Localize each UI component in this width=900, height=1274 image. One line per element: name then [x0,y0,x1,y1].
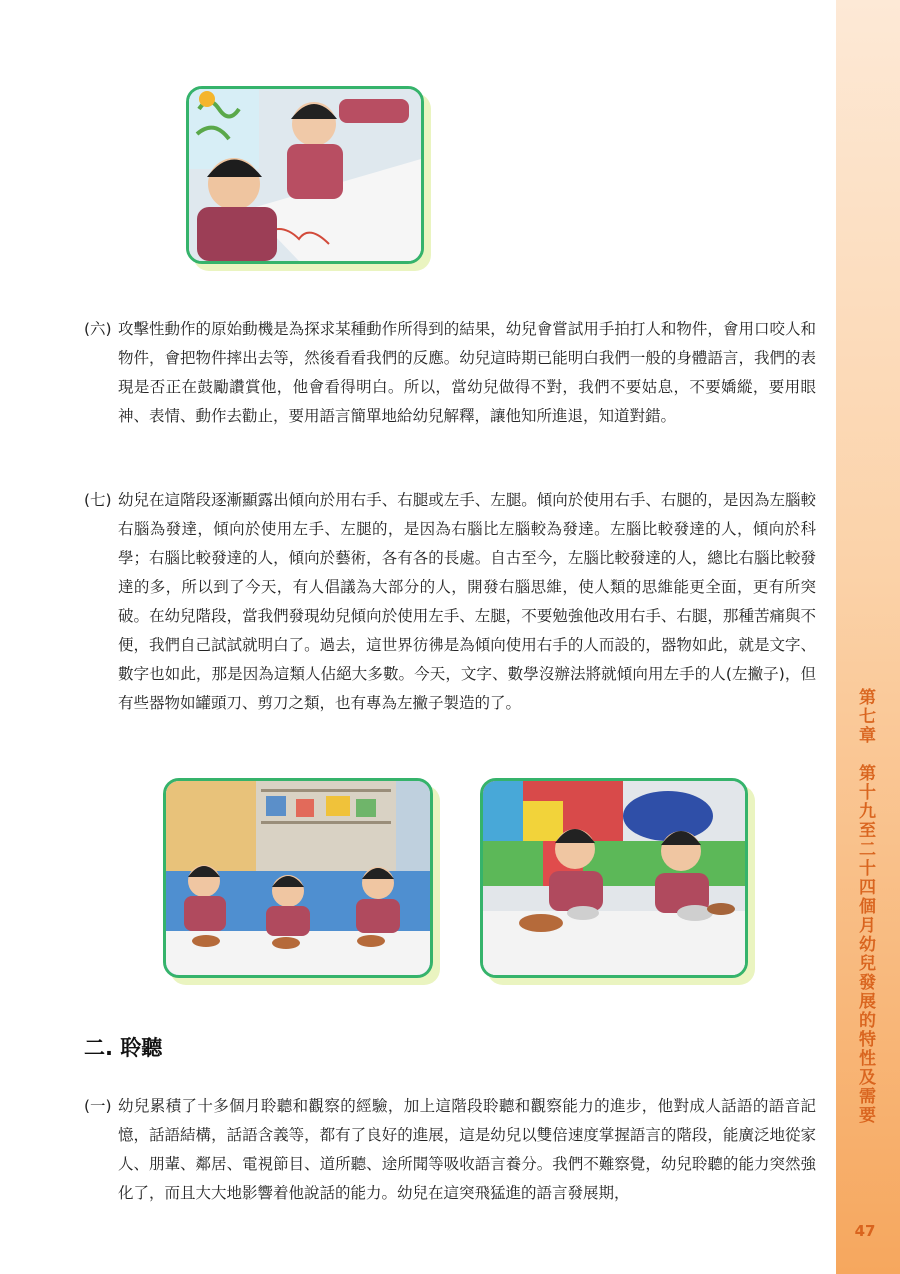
section-heading: 二. 聆聽 [84,1036,163,1060]
section2-paragraph-1 [84,1092,816,1208]
children-drawing-photo [186,86,424,264]
item-number: (六) [84,320,112,338]
two-children-eating-photo [480,778,748,978]
page-number: 47 [854,1222,876,1240]
paragraph-text: 幼兒累積了十多個月聆聽和觀察的經驗，加上這階段聆聽和觀察能力的進步，他對成人話語的語音記憶，話語結構，話語含義等，都有了良好的進展，這是幼兒以雙倍速度掌握語言的階段，能廣泛地從家人、朋輩、鄰居、電視節目、道所聽、途所聞等吸收語言養分。我們不難察覺，幼兒聆聽的能力突然強化了，而且大大地影響着他說話的能力。幼兒在這突飛猛進的語言發展期， [118,1097,816,1202]
item-number: (一) [84,1097,112,1115]
paragraph-6 [84,315,816,431]
paragraph-7 [84,486,816,718]
chapter-title: 第七章 第十九至二十四個月幼兒發展的特性及需要 [855,688,875,1125]
chapter-sidebar [836,0,900,1274]
three-children-eating-photo [163,778,433,978]
paragraph-text: 幼兒在這階段逐漸顯露出傾向於用右手、右腿或左手、左腿。傾向於使用右手、右腿的，是因為左腦較右腦為發達，傾向於使用左手、左腿的，是因為右腦比左腦較為發達。左腦比較發達的人，傾向於科學；右腦比較發達的人，傾向於藝術，各有各的長處。自古至今，左腦比較發達的人，總比右腦比較發達的多，所以到了今天，有人倡議為大部分的人，開發右腦思維，使人類的思維能更全面，更有所突破。在幼兒階段，當我們發現幼兒傾向於使用左手、左腿，不要勉強他改用右手、右腿，那種苦痛與不便，我們自己試試就明白了。過去，這世界彷彿是為傾向使用右手的人而設的，器物如此，就是文字、數字也如此，那是因為這類人佔絕大多數。今天，文字、數學沒辦法將就傾向用左手的人(左撇子)，但有些器物如罐頭刀、剪刀之類，也有專為左撇子製造的了。 [118,491,816,712]
paragraph-text: 攻擊性動作的原始動機是為探求某種動作所得到的結果，幼兒會嘗試用手拍打人和物件，會用口咬人和物件，會把物件摔出去等，然後看看我們的反應。幼兒這時期已能明白我們一般的身體語言，我們的表現是否正在鼓勵讚賞他，他會看得明白。所以，當幼兒做得不對，我們不要姑息，不要嬌縱，要用眼神、表情、動作去勸止，要用語言簡單地給幼兒解釋，讓他知所進退，知道對錯。 [118,320,816,425]
item-number: (七) [84,491,112,509]
